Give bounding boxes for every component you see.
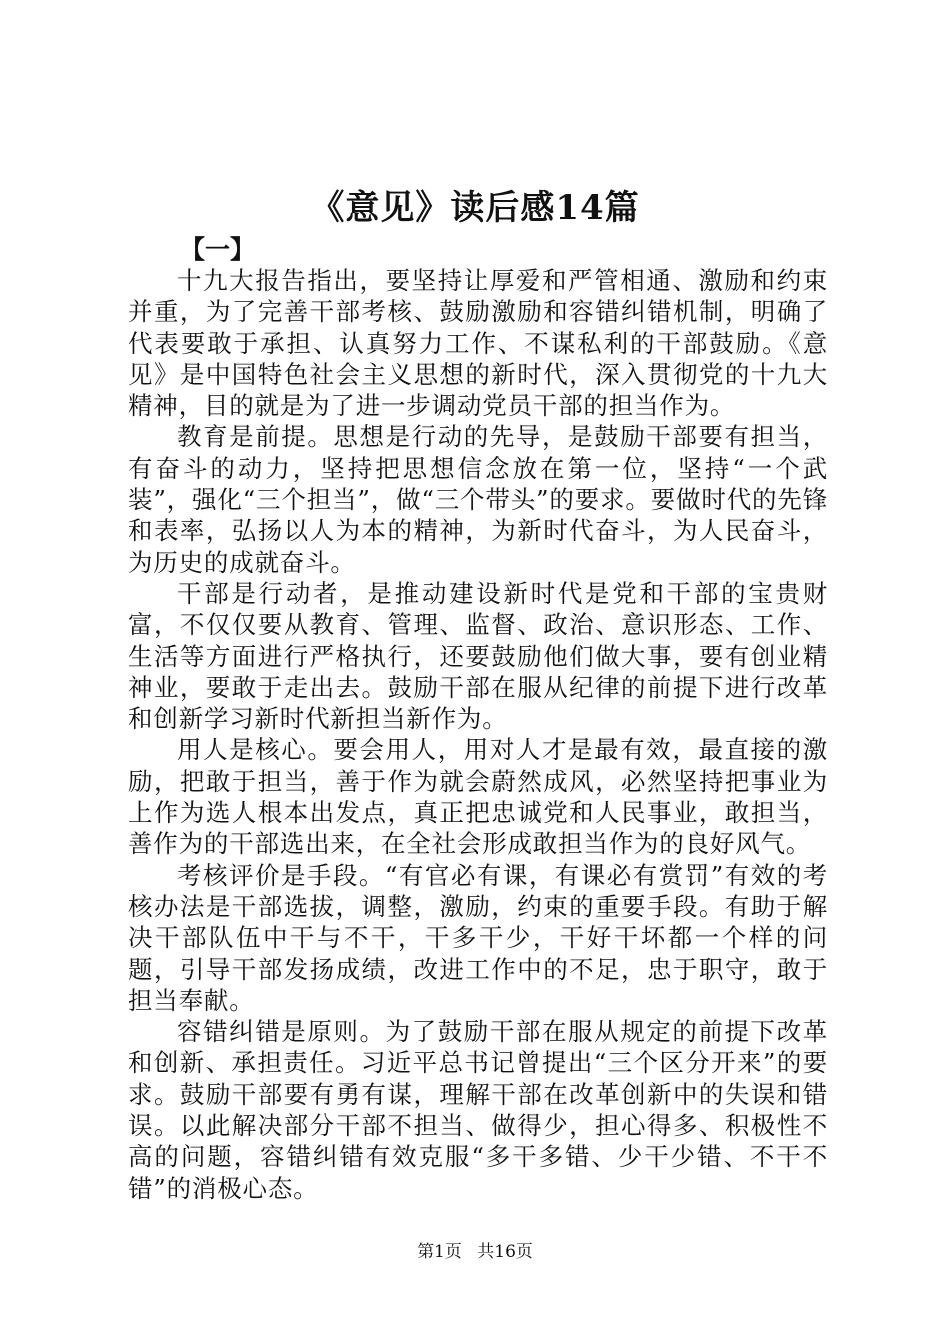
paragraph-1: 十九大报告指出，要坚持让厚爱和严管相通、激励和约束并重，为了完善干部考核、鼓励激励和容错纠错机制，明确了代表要敢于承担、认真努力工作、不谋私利的干部鼓励。《意见》是中国特色社会主义思想的新时代，深入贯彻党的十九大精神，目的就是为了进一步调动党员干部的担当作为。 [128,266,828,421]
document-body [128,265,828,1204]
document-title: 《意见》读后感14篇 [310,188,640,228]
paragraph-2: 教育是前提。思想是行动的先导，是鼓励干部要有担当，有奋斗的动力，坚持把思想信念放在第一位，坚持“一个武装”，强化“三个担当”，做“三个带头”的要求。要做时代的先锋和表率，弘扬以人为本的精神，为新时代奋斗，为人民奋斗，为历史的成就奋斗。 [128,422,828,577]
paragraph-5: 考核评价是手段。“有官必有课，有课必有赏罚”有效的考核办法是干部选拔，调整，激励，约束的重要手段。有助于解决干部队伍中干与不干，干多干少，干好干坏都一个样的问题，引导干部发扬成绩，改进工作中的不足，忠于职守，敢于担当奉献。 [128,860,828,1015]
paragraph-6: 容错纠错是原则。为了鼓励干部在服从规定的前提下改革和创新、承担责任。习近平总书记曾提出“三个区分开来”的要求。鼓励干部要有勇有谋，理解干部在改革创新中的失误和错误。以此解决部分干部不担当、做得少，担心得多、积极性不高的问题，容错纠错有效克服“多干多错、少干少错、不干不错”的消极心态。 [128,1017,828,1203]
page-number-total: 共16页 [477,1242,533,1262]
page-number-current: 第1页 [417,1242,462,1262]
paragraph-4: 用人是核心。要会用人，用对人才是最有效，最直接的激励，把敢于担当，善于作为就会蔚然成风，必然坚持把事业为上作为选人根本出发点，真正把忠诚党和人民事业，敢担当，善作为的干部选出来，在全社会形成敢担当作为的良好风气。 [128,735,828,859]
page-footer [0,1240,950,1264]
section-heading: 【一】 [180,235,256,264]
paragraph-3: 干部是行动者，是推动建设新时代是党和干部的宝贵财富，不仅仅要从教育、管理、监督、政治、意识形态、工作、生活等方面进行严格执行，还要鼓励他们做大事，要有创业精神业，要敢于走出去。鼓励干部在服从纪律的前提下进行改革和创新学习新时代新担当新作为。 [128,578,828,734]
